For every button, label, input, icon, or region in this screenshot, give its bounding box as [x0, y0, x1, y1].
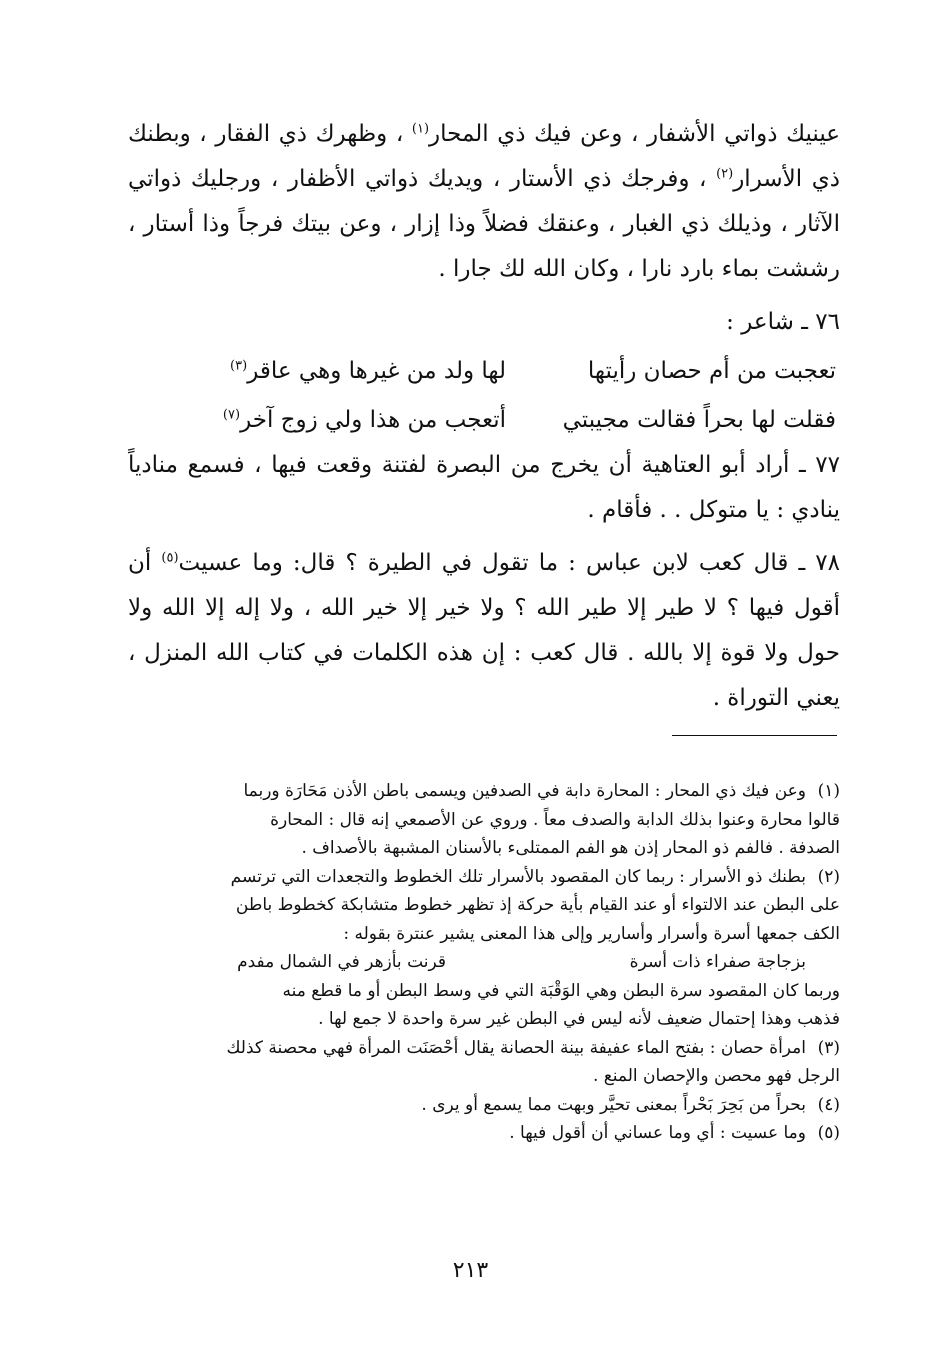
paragraph-75-continuation: عينيك ذواتي الأشفار ، وعن فيك ذي المحار$^{(١)}$ ، وظهرك ذي الفقار ، وبطنك ذي الأسرار$^{(٢)}$ ، وفرجك ذي الأستار ، ويديك ذواتي الأظفار ، ورجليك ذواتي الآثار ، وذيلك ذي الغبار ، وعنقك فضلاً وذا إزار ، وعن بيتك فرجاً وذا أستار ، رششت بماء بارد نارا ، وكان الله لك جارا . — [128, 121, 840, 282]
footnote-2-line-2: على البطن عند الالتواء أو عند القيام بأية حركة إذ تظهر خطوط متشابكة كخطوط باطن — [235, 895, 840, 915]
verse-1-second-hemistich: لها ولد من غيرها وهي عاقر$^{(٣)}$ — [230, 358, 506, 384]
footnote-ref-1[interactable]: (١) — [411, 121, 430, 137]
footnote-ref-5[interactable]: (٥) — [161, 550, 179, 566]
footnote-1-line-2: قالوا محارة وعنوا بذلك الدابة والصدف معاً . وروي عن الأصمعي إنه قال : المحارة — [270, 809, 840, 830]
footnote-verse-second-hemistich: قرنت بأزهر في الشمال مفدم — [237, 952, 446, 972]
item-77-paragraph: ٧٧ ـ أراد أبو العتاهية أن يخرج من البصرة لفتنة وقعت فيها ، فسمع منادياً ينادي : يا متوكل . . فأقام . — [128, 452, 840, 523]
item-76-title: ٧٦ ـ شاعر : — [726, 309, 840, 335]
footnote-3: (٣)امرأة حصان : بفتح الماء عفيفة بينة الحصانة يقال أحْصَنَت المرأة فهي محصنة كذلك — [130, 1034, 840, 1063]
footnote-number: (٥) — [817, 1123, 840, 1143]
item-78-paragraph: ٧٨ ـ قال كعب لابن عباس : ما تقول في الطيرة ؟ قال: وما عسيت$^{(٥)}$ أن أقول فيها ؟ لا طير إلا طير الله ؟ ولا خير إلا خير الله ، ولا إله إلا الله ولا حول ولا قوة إلا بالله . قال كعب : إن هذه الكلمات في كتاب الله المنزل ، يعني التوراة . — [128, 550, 840, 711]
footnotes — [130, 777, 840, 1148]
footnote-divider — [672, 735, 837, 736]
footnote-number: (١) — [817, 781, 840, 801]
footnote-ref-7[interactable]: (٧) — [222, 407, 241, 423]
footnote-2-line-3: الكف جمعها أسرة وأسرار وأسارير وإلى هذا المعنى يشير عنترة بقوله : — [343, 923, 840, 944]
footnote-2-line-4: وربما كان المقصود سرة البطن وهي الوَقْبَة التي في وسط البطن أو ما قطع منه — [282, 980, 840, 1001]
footnote-3-line-2: الرجل فهو محصن والإحصان المنع . — [592, 1066, 840, 1086]
footnote-1: (١)وعن فيك ذي المحار : المحارة دابة في الصدفين ويسمى باطن الأذن مَحَارَة وربما — [130, 777, 840, 806]
footnote-ref-2[interactable]: (٢) — [716, 166, 734, 182]
footnote-2-verse — [130, 948, 840, 977]
footnote-number: (٣) — [817, 1037, 840, 1058]
verse-2-first-hemistich: فقلت لها بحراً فقالت مجيبتي — [562, 407, 836, 433]
main-text — [128, 112, 840, 721]
verse-1-first-hemistich: تعجبت من أم حصان رأيتها — [587, 358, 836, 384]
footnote-number: (٢) — [817, 866, 840, 887]
footnote-ref-3[interactable]: (٣) — [230, 358, 248, 374]
footnote-number: (٤) — [817, 1094, 840, 1115]
verse-line-2 — [128, 398, 840, 443]
footnote-2: (٢)بطنك ذو الأسرار : ربما كان المقصود بالأسرار تلك الخطوط والتجعدات التي ترتسم — [130, 863, 840, 892]
footnote-4: (٤)بحراً من بَحِرَ بَحْراً بمعنى تحيَّر وبهت مما يسمع أو يرى . — [130, 1091, 840, 1120]
footnote-verse-first-hemistich: بزجاجة صفراء ذات أسرة — [629, 952, 806, 972]
verse-line-1 — [128, 349, 840, 394]
verse-2-second-hemistich: أتعجب من هذا ولي زوج آخر$^{(٧)}$ — [222, 407, 506, 433]
page-number: ٢١٣ — [452, 1258, 489, 1283]
footnote-1-line-3: الصدفة . فالفم ذو المحار إذن هو الفم الممتلىء بالأسنان المشبهة بالأصداف . — [301, 838, 840, 858]
footnote-5: (٥)وما عسيت : أي وما عساني أن أقول فيها . — [130, 1119, 840, 1148]
footnote-2-line-5: فذهب وهذا إحتمال ضعيف لأنه ليس في البطن غير سرة واحدة لا جمع لها . — [318, 1009, 840, 1029]
